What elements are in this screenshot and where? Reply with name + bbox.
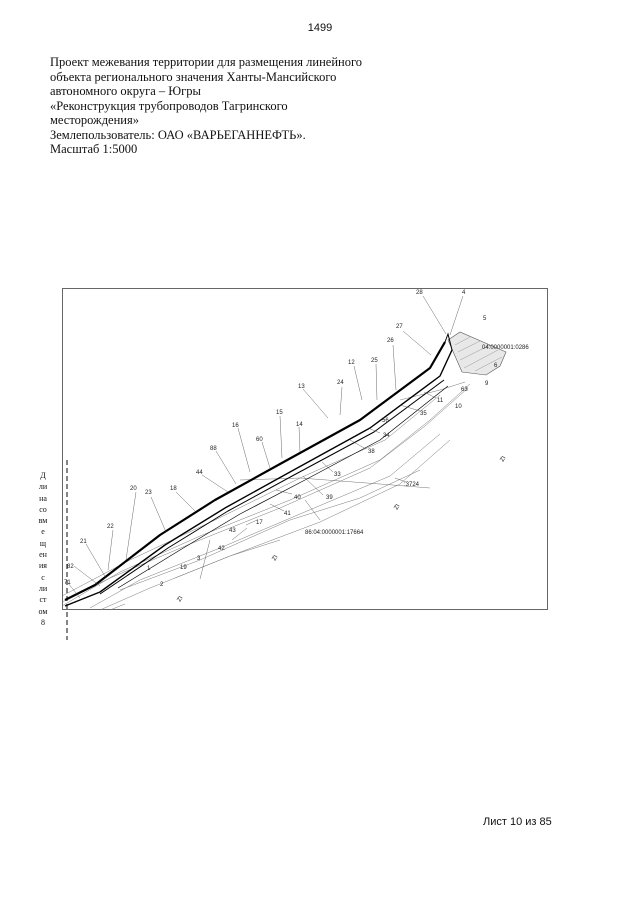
point-label: 34 [383,433,390,439]
stray-mark: ZI [499,455,508,463]
point-label: 15 [276,410,283,416]
point-label: 20 [130,486,137,492]
point-label: 33 [334,472,341,478]
point-label: 42 [218,546,225,552]
point-label: 10 [455,404,462,410]
point-label: 43 [229,528,236,534]
label-leaders [68,296,463,598]
title-line: Проект межевания территории для размещения линейного [50,55,363,69]
point-label: 3 [197,556,201,562]
point-label: 24 [337,380,344,386]
title-line: объекта регионального значения Ханты-Мансийского [50,69,337,84]
point-label: 1 [147,566,151,572]
side-note-fragment: е [41,527,45,537]
point-label: 16 [232,423,239,429]
sheet-number: Лист 10 из 85 [483,816,552,828]
side-note-fragment: ли [38,583,48,593]
side-note-fragment: щ [39,538,47,548]
title-line: месторождения» [50,113,139,127]
point-label: 44 [196,470,203,476]
parcel-code: :3724 [404,482,420,488]
title-line: автономного округа – Югры [50,84,201,98]
land-user-label: Землепользователь: [50,127,155,142]
point-label: 2 [160,582,164,588]
point-label: 71 [64,580,71,586]
side-note-fragment: Д [40,471,46,480]
point-label: 11 [437,398,444,404]
point-label: 63 [461,387,468,393]
point-label: 27 [396,324,403,330]
stray-mark: ZI [393,503,402,511]
side-note-fragment: ен [39,550,47,560]
scale-line: Масштаб 1:5000 [50,142,138,156]
point-label: 6 [494,363,498,369]
side-note-fragment: на [39,493,47,503]
point-label: 39 [326,495,333,501]
point-label: 4 [462,290,466,296]
point-label: 9 [485,381,489,387]
point-label: 14 [296,422,303,428]
point-label: 5 [483,316,487,322]
point-label: 13 [298,384,305,390]
point-label: 21 [80,539,87,545]
side-note-fragment: 8 [41,617,45,627]
side-note-fragment: ли [38,482,48,492]
point-label: 18 [170,486,177,492]
point-label: 56 [382,418,389,424]
point-label: 41 [284,511,291,517]
side-note-fragment: вм [38,516,48,526]
land-user-value: ОАО «ВАРЬЕГАННЕФТЬ». [157,127,306,142]
point-label: 28 [416,290,423,296]
point-label: 38 [368,449,375,455]
title-line: «Реконструкция трубопроводов Тагринского [50,98,288,113]
parcel-code: 86:04:0000001:17664 [305,530,364,536]
side-note [36,470,50,628]
side-note-fragment: со [39,504,47,514]
stray-mark: ZI [271,554,280,562]
stray-mark: ZI [176,595,185,603]
point-label: 17 [256,520,263,526]
point-label: 19 [180,565,187,571]
point-label: 88 [210,446,217,452]
point-label: 35 [420,411,427,417]
point-label: 82 [67,564,74,570]
point-label: 12 [348,360,355,366]
parcel-code-labels [305,345,529,536]
point-label: 26 [387,338,394,344]
parcel-code: 04:0000001:0286 [482,345,529,351]
side-note-fragment: ом [38,606,48,616]
page-number: 1499 [307,22,333,34]
point-label: 22 [107,524,114,530]
point-label: 40 [294,495,301,501]
pipeline-corridor [65,342,452,606]
point-label: 23 [145,490,152,496]
point-label: 25 [371,358,378,364]
side-note-fragment: ст [39,595,47,605]
side-note-fragment: с [41,572,45,582]
side-note-fragment: ия [39,561,47,571]
point-label: 60 [256,437,263,443]
